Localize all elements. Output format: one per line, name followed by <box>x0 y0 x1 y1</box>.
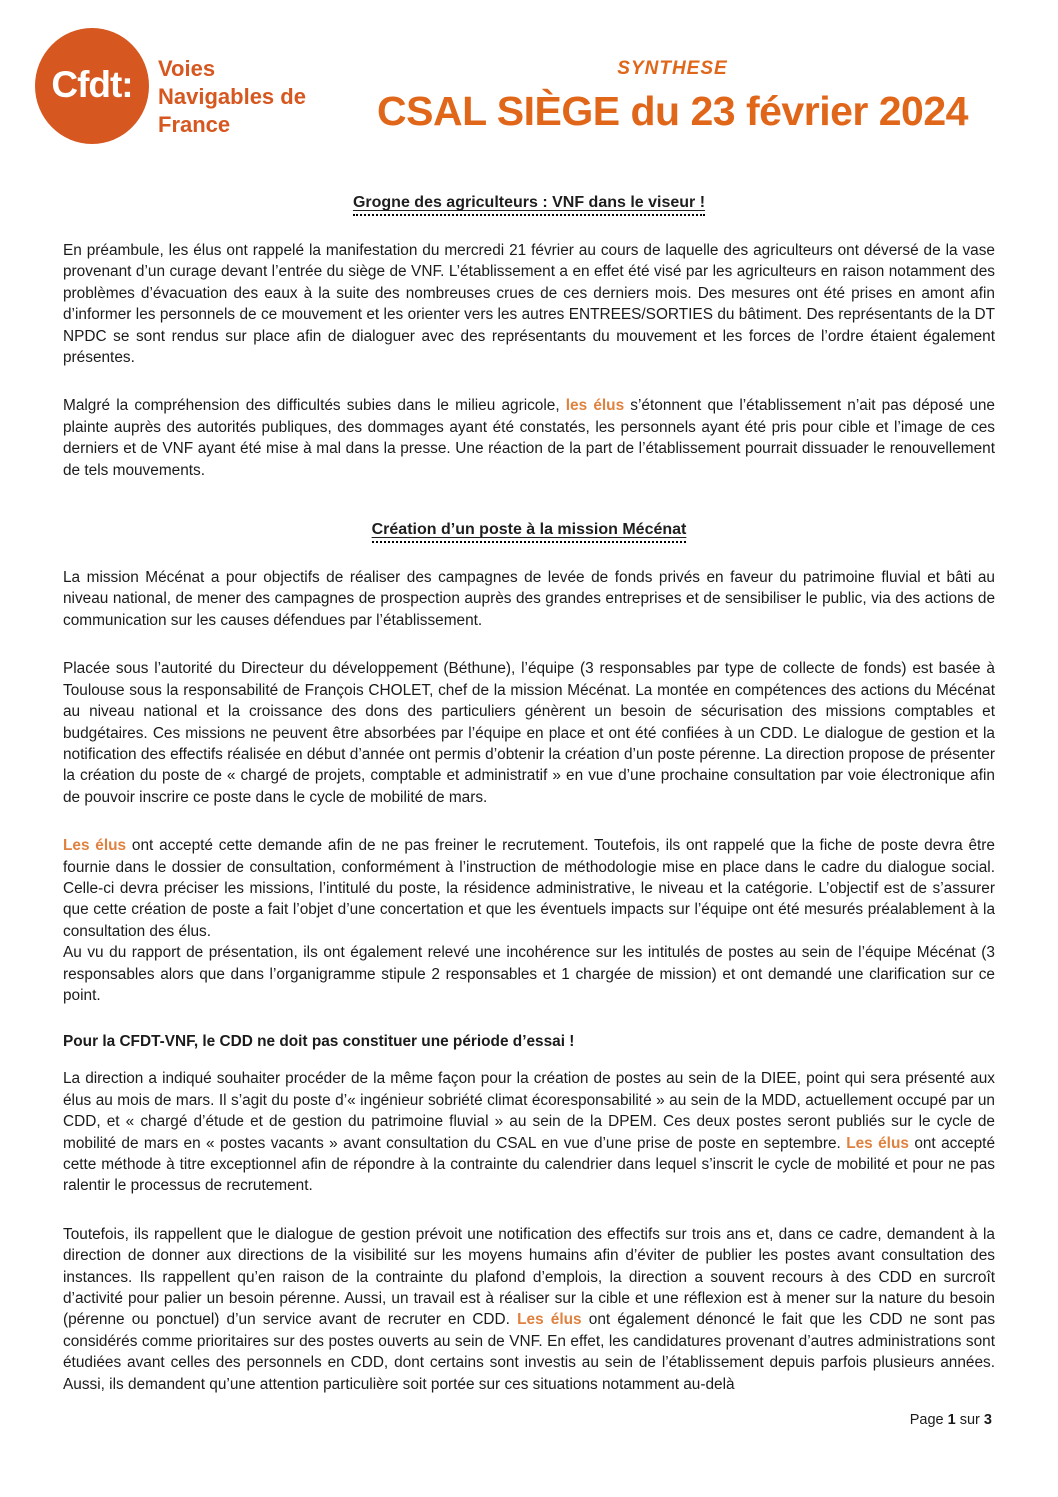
current-page: 1 <box>947 1412 956 1428</box>
paragraph-text: Toutefois, ils rappellent que le dialogue de gestion prévoit une notification des effectifs sur trois ans et, dans ce cadre, demandent à la direction de donner aux directions de la visibilité sur les moyens humains afin d’éviter de publier les postes avant consultation des instances. Ils rappellent qu’en raison de la contrainte du plafond d’emplois, la direction a souvent recours à des CDD en surcroît d’activité pour palier un besoin pérenne. Aussi, un travail est à réaliser sur la cible et une réflexion est à mener sur la nature du besoin (pérenne ou ponctuel) d’un service avant de recruter en CDD. <box>63 1225 995 1329</box>
section-heading-mecenat <box>63 521 995 539</box>
paragraph <box>63 395 995 481</box>
paragraph-text: Au vu du rapport de présentation, ils ont également relevé une incohérence sur les intitulés de postes au sein de l’équipe Mécénat (3 responsables alors que dans l’organigramme stipule 2 responsables et 1 chargée de mission) et ont demandé une clarification sur ce point. <box>63 944 995 1004</box>
page-label: Page <box>909 1412 944 1428</box>
elus-emphasis: Les élus <box>517 1311 582 1329</box>
title-block <box>350 58 995 135</box>
paragraph-text: ont également dénoncé le fait que les CDD ne sont pas considérés comme prioritaires sur des postes ouverts au sein de VNF. En effet, les candidatures provenant d’autres administrations sont étudiées avant celles des personnels en CDD, dont certains sont investis au sein de l’établissement depuis parfois plusieurs années. Aussi, ils demandent qu’une attention particulière soit portée sur ces situations notamment au-delà <box>63 1311 996 1393</box>
paragraph-text: Placée sous l’autorité du Directeur du développement (Béthune), l’équipe (3 responsables par type de collecte de fonds) est basée à Toulouse sous la responsabilité de François CHOLET, chef de la mission Mécénat. La montée en compétences des actions du Mécénat au niveau national et la croissance des dons des particuliers génèrent un besoin de sécurisation des missions comptables et budgétaires. Ces missions ne peuvent être absorbées par l’équipe en place et ont été confiées à un CDD. Le dialogue de gestion et la notification des effectifs réalisée en début d’année ont permis d’obtenir la création d’un poste pérenne. La direction propose de présenter la création du poste de « chargé de projets, comptable et administratif » en vue d’une prochaine consultation par voie électronique afin de pouvoir inscrire ce poste dans le cycle de mobilité de mars. <box>63 660 995 806</box>
elus-emphasis: les élus <box>565 397 625 415</box>
paragraph-text: Malgré la compréhension des difficultés subies dans le milieu agricole, <box>63 397 566 415</box>
elus-emphasis: Les élus <box>63 837 127 855</box>
org-name-line: Voies <box>158 56 216 81</box>
page-number <box>910 1412 992 1428</box>
paragraph-text: ont accepté cette demande afin de ne pas freiner le recrutement. Toutefois, ils ont rappelé que la fiche de poste devra être fournie dans le dossier de consultation, conformément à l’instruction de méthodologie mise en place dans le cadre du dialogue social. Celle-ci devra préciser les missions, l’intitulé du poste, la résidence administrative, le niveau et la catégorie. L’objectif est de s’assurer que cette création de poste a fait l’objet d’une concertation et que les éventuels impacts sur l’équipe ont été mesurés préalablement à la consultation des élus. <box>63 837 995 940</box>
paragraph <box>63 240 995 368</box>
paragraph <box>63 1224 995 1395</box>
header <box>0 0 1058 144</box>
page-separator: sur <box>959 1412 980 1428</box>
paragraph <box>63 567 995 631</box>
org-name-line: France <box>158 112 231 137</box>
section-heading-agriculteurs <box>63 194 995 212</box>
synthese-kicker: SYNTHESE <box>617 58 728 79</box>
paragraph-text: s’étonnent que l’établissement n’ait pas déposé une plainte auprès des autorités publiques, des dommages ayant été constatés, les personnels ayant été pris pour cible et l’image de ces derniers et de VNF ayant été mise à mal dans la presse. Une réaction de la part de l’établissement pourrait dissuader le renouvellement de tels mouvements. <box>63 397 995 479</box>
paragraph-text: ont accepté cette méthode à titre exceptionnel afin de répondre à la contrainte du calendrier dans lequel s’inscrit le cycle de mobilité et pour ne pas ralentir le processus de recrutement. <box>63 1134 996 1195</box>
cfdt-logo-text: Cfdt: <box>51 64 133 105</box>
paragraph-text: La mission Mécénat a pour objectifs de réaliser des campagnes de levée de fonds privés en faveur du patrimoine fluvial et bâti au niveau national, de mener des campagnes de prospection auprès des grandes entreprises et de sensibiliser le public, via des actions de communication sur les causes défendues par l’établissement. <box>63 569 995 629</box>
cfdt-logo-badge <box>35 28 149 144</box>
org-name <box>158 55 306 139</box>
elus-emphasis: Les élus <box>846 1134 909 1152</box>
section-heading-text: Création d’un poste à la mission Mécénat <box>372 521 687 543</box>
paragraph-text: En préambule, les élus ont rappelé la manifestation du mercredi 21 février au cours de laquelle des agriculteurs ont déversé de la vase provenant d’un curage devant l’entrée du siège de VNF. L’établissement a en effet été visé par les agriculteurs en raison notamment des problèmes d’évacuation des eaux à la suite des nombreuses crues de ces derniers mois. Des mesures ont été prises en amont afin d’informer les personnels de ce mouvement et les orienter vers les autres ENTREES/SORTIES du bâtiment. Des représentants de la DT NPDC se sont rendus sur place afin de dialoguer avec des représentants du mouvement et les forces de l’ordre étaient également présentes. <box>63 242 995 367</box>
document-content <box>0 194 1058 1395</box>
org-name-line: Navigables de <box>158 84 306 109</box>
paragraph <box>63 1068 995 1196</box>
cfdt-logo <box>35 28 350 144</box>
document-title: CSAL SIÈGE du 23 février 2024 <box>377 88 968 134</box>
section-heading-text: Grogne des agriculteurs : VNF dans le viseur ! <box>353 194 705 216</box>
paragraph <box>63 835 995 1006</box>
paragraph-text: La direction a indiqué souhaiter procéder de la même façon pour la création de postes au sein de la DIEE, point qui sera présenté aux élus au mois de mars. Il s’agit du poste d’« ingénieur sobriété climat écoresponsabilité » au sein de la MDD, actuellement occupé par un CDD, et « chargé d’étude et de gestion du patrimoine fluvial » au sein de la DPEM. Ces deux postes seront publiés sur le cycle de mobilité de mars en « postes vacants » avant consultation du CSAL en vue d’une prise de poste en septembre. <box>63 1070 995 1152</box>
total-pages: 3 <box>983 1412 992 1428</box>
sub-heading-cdd: Pour la CFDT-VNF, le CDD ne doit pas constituer une période d’essai ! <box>63 1033 575 1051</box>
paragraph <box>63 658 995 808</box>
